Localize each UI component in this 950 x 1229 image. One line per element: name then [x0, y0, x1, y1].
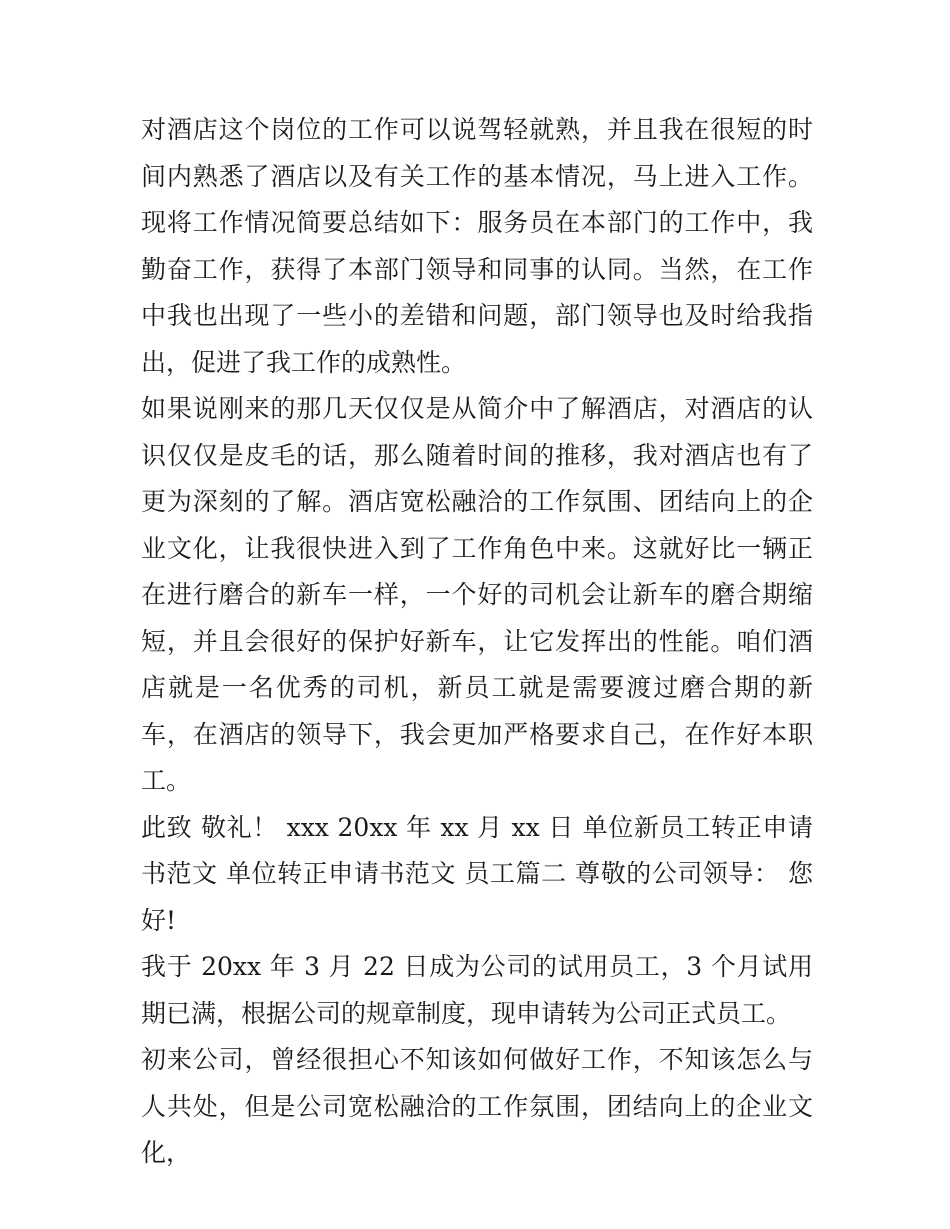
- paragraph-probation-request: 我于 20xx 年 3 月 22 日成为公司的试用员工，3 个月试用期已满，根据公司的规章制度，现申请转为公司正式员工。: [141, 952, 813, 1028]
- document-body: [141, 107, 813, 1177]
- paragraph-hotel-understanding: 如果说刚来的那几天仅仅是从简介中了解酒店，对酒店的认识仅仅是皮毛的话，那么随着时间的推移，我对酒店也有了更为深刻的了解。酒店宽松融洽的工作氛围、团结向上的企业文化，让我很快进入到了工作角色中来。这就好比一辆正在进行磨合的新车一样，一个好的司机会让新车的磨合期缩短，并且会很好的保护好新车，让它发挥出的性能。咱们酒店就是一名优秀的司机，新员工就是需要渡过磨合期的新车，在酒店的领导下，我会更加严格要求自己，在作好本职工。: [141, 394, 813, 795]
- paragraph-closing-and-letter-heading: 此致 敬礼！ xxx 20xx 年 xx 月 xx 日 单位新员工转正申请书范文 单位转正申请书范文 员工篇二 尊敬的公司领导： 您好!: [141, 812, 813, 935]
- paragraph-first-arrival: 初来公司，曾经很担心不知该如何做好工作，不知该怎么与人共处，但是公司宽松融洽的工作氛围，团结向上的企业文化，: [141, 1045, 813, 1167]
- paragraph-hotel-work-summary: 对酒店这个岗位的工作可以说驾轻就熟，并且我在很短的时间内熟悉了酒店以及有关工作的基本情况，马上进入工作。现将工作情况简要总结如下：服务员在本部门的工作中，我勤奋工作，获得了本部门领导和同事的认同。当然，在工作中我也出现了一些小的差错和问题，部门领导也及时给我指出，促进了我工作的成熟性。: [141, 115, 813, 377]
